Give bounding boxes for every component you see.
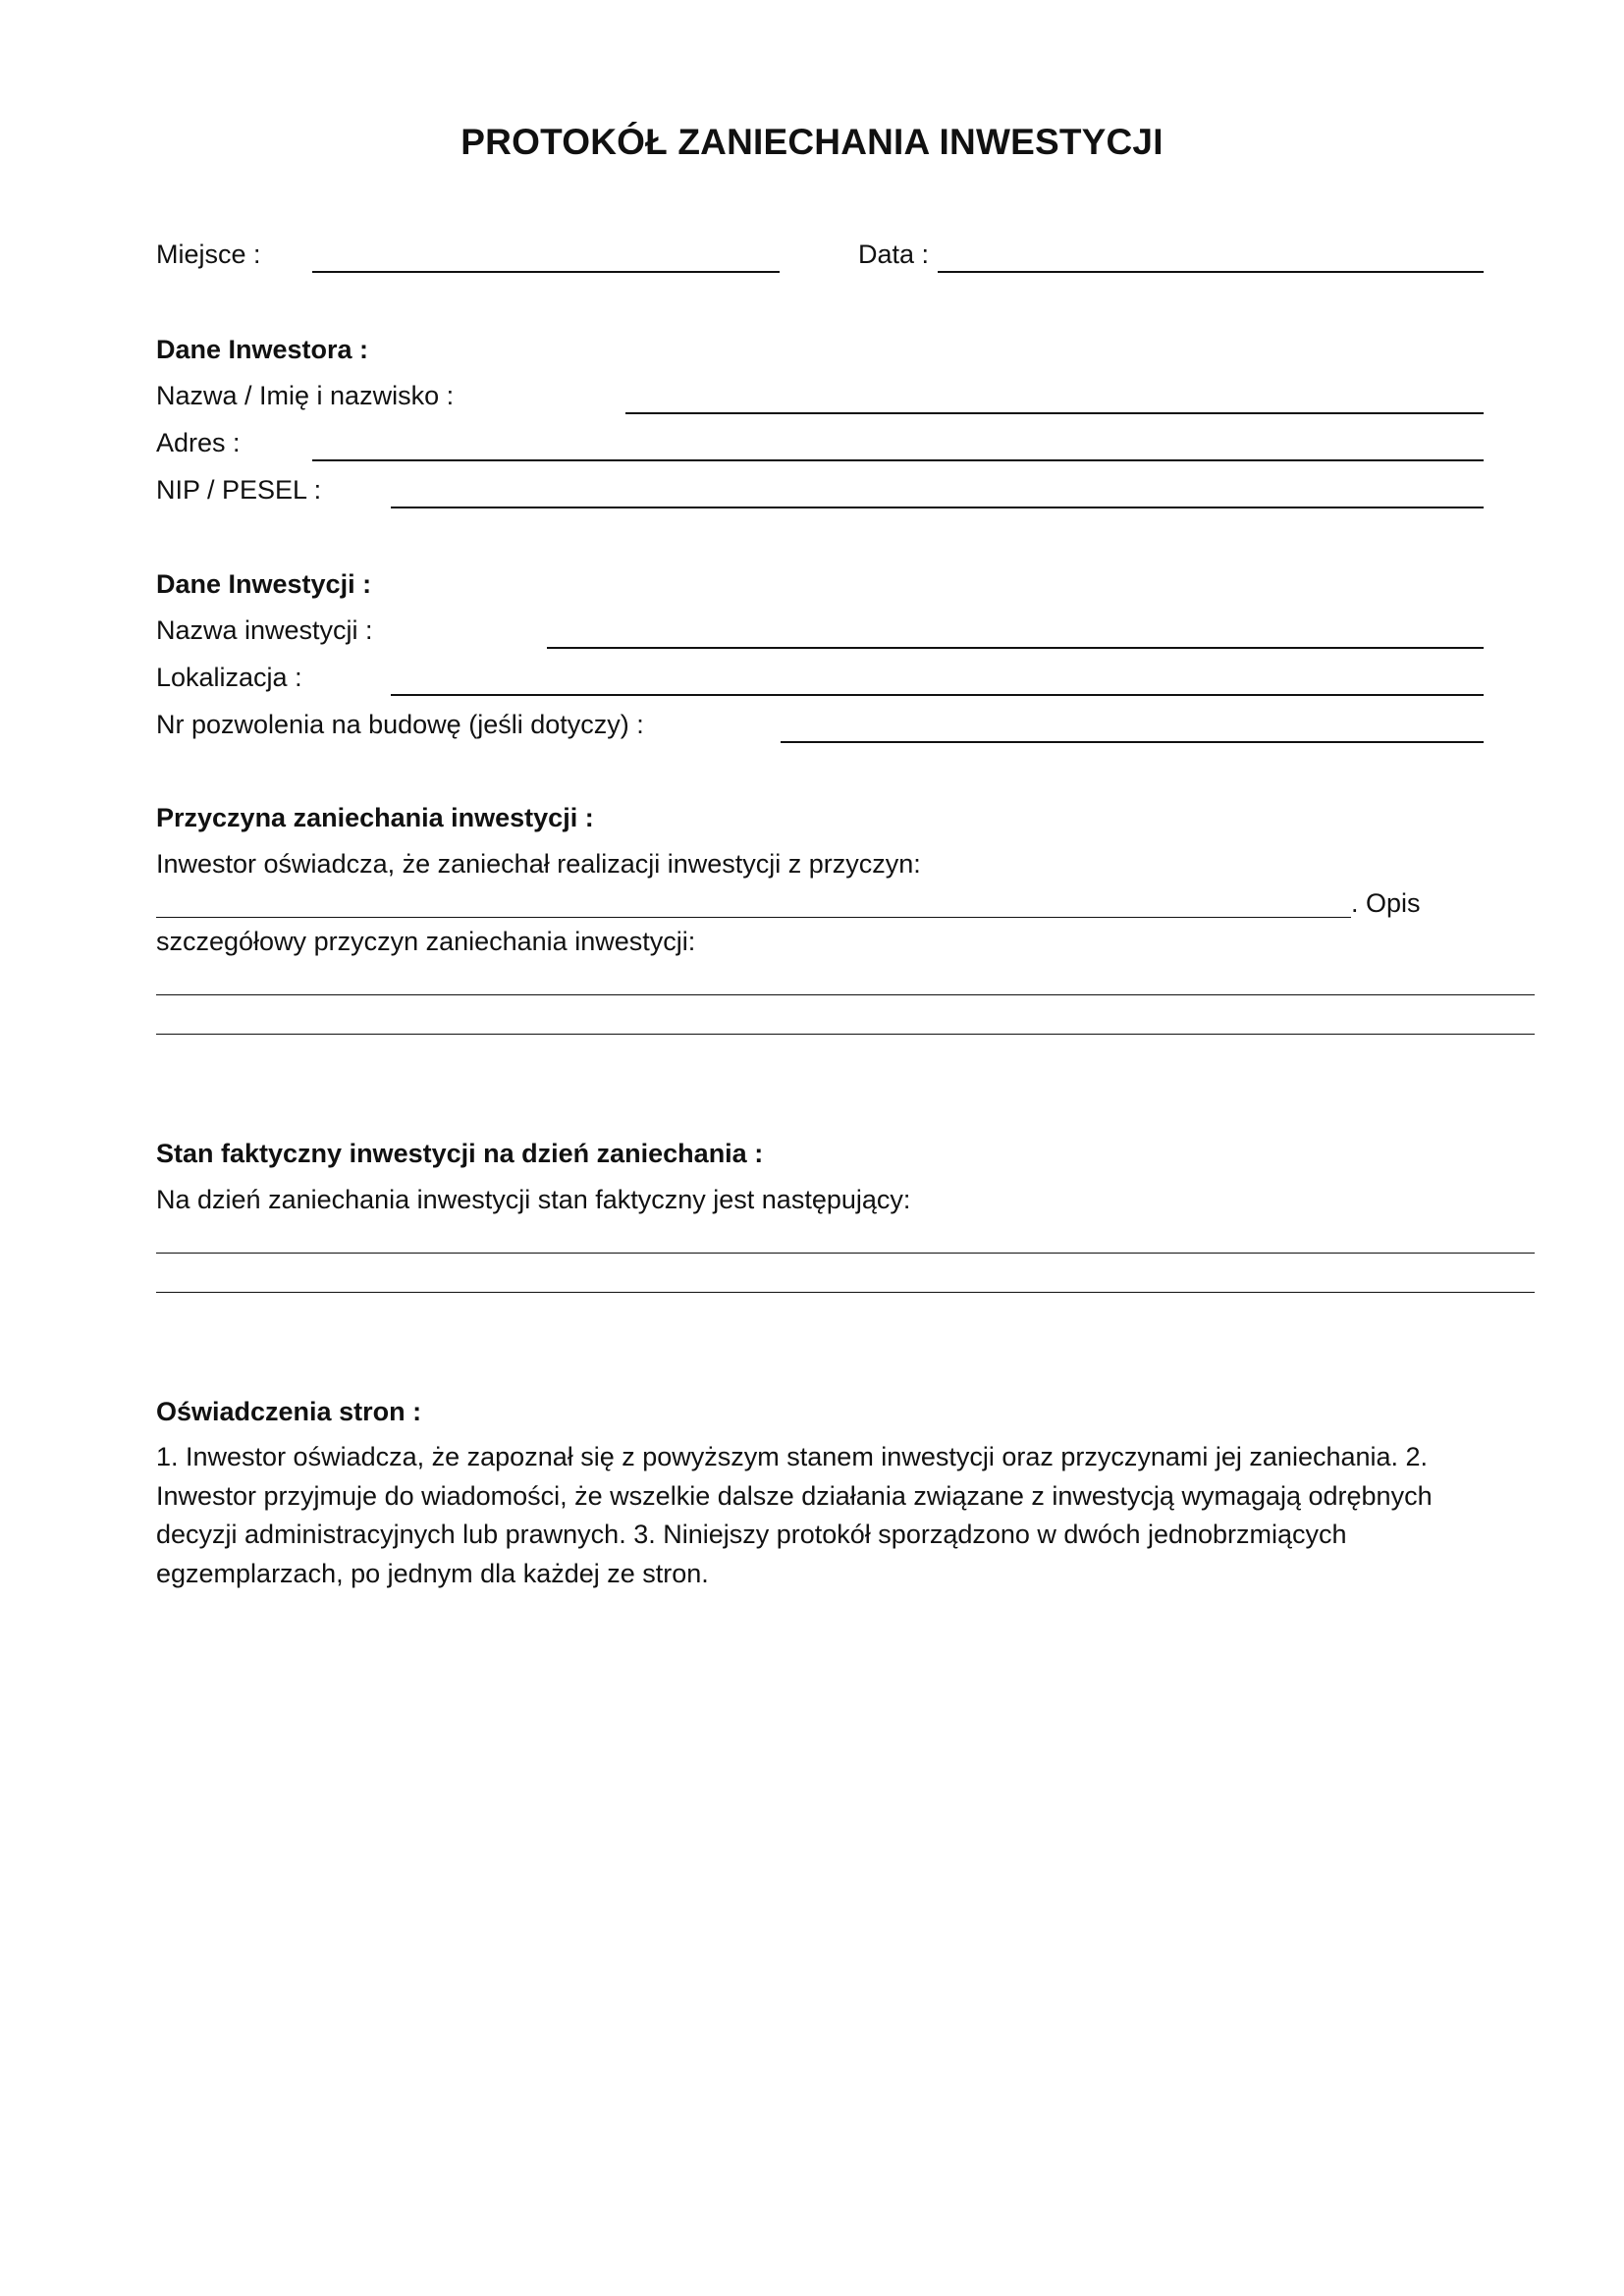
status-heading: Stan faktyczny inwestycji na dzień zaniechania : [156,1139,764,1168]
statements-body [156,1438,1550,1593]
place-label: Miejsce : [156,240,261,269]
investor-nip-label: NIP / PESEL : [156,475,322,505]
reason-opis-tail: . Opis [1351,888,1421,918]
statements-line-1: 1. Inwestor oświadcza, że zapoznał się z powyższym stanem inwestycji oraz przyczynami jej zaniechania. 2. [156,1442,1429,1471]
date-field-line[interactable] [938,271,1484,273]
investment-heading: Dane Inwestycji : [156,569,372,599]
permit-number-label: Nr pozwolenia na budowę (jeśli dotyczy) : [156,710,644,739]
statements-line-4: egzemplarzach, po jednym dla każdej ze stron. [156,1558,709,1588]
status-intro: Na dzień zaniechania inwestycji stan faktyczny jest następujący: [156,1185,911,1214]
date-label: Data : [858,240,930,269]
place-field-line[interactable] [312,271,780,273]
statements-line-2: Inwestor przyjmuje do wiadomości, że wszelkie dalsze działania związane z inwestycją wymagają odrębnych [156,1480,1433,1511]
investor-address-field-line[interactable] [312,459,1484,461]
reason-detail-label: szczegółowy przyczyn zaniechania inwestycji: [156,927,696,956]
investment-location-label: Lokalizacja : [156,663,302,692]
reason-field-line[interactable] [156,917,1351,918]
investment-name-label: Nazwa inwestycji : [156,615,373,645]
investor-address-label: Adres : [156,428,241,457]
reason-intro: Inwestor oświadcza, że zaniechał realizacji inwestycji z przyczyn: [156,849,921,879]
investment-location-field-line[interactable] [391,694,1484,696]
investor-name-field-line[interactable] [625,412,1484,414]
investor-nip-field-line[interactable] [391,507,1484,508]
reason-detail-line-1[interactable] [156,994,1535,995]
reason-detail-line-2[interactable] [156,1034,1535,1035]
permit-number-field-line[interactable] [781,741,1484,743]
statements-line-3: decyzji administracyjnych lub prawnych. 3. Niniejszy protokół sporządzono w dwóch jednobrzmiących [156,1520,1347,1550]
investor-heading: Dane Inwestora : [156,335,369,364]
statements-heading: Oświadczenia stron : [156,1397,422,1426]
status-line-1[interactable] [156,1253,1535,1254]
investor-name-label: Nazwa / Imię i nazwisko : [156,381,455,410]
status-line-2[interactable] [156,1292,1535,1293]
reason-heading: Przyczyna zaniechania inwestycji : [156,803,594,832]
investment-name-field-line[interactable] [547,647,1484,649]
document-title: PROTOKÓŁ ZANIECHANIA INWESTYCJI [460,122,1164,162]
